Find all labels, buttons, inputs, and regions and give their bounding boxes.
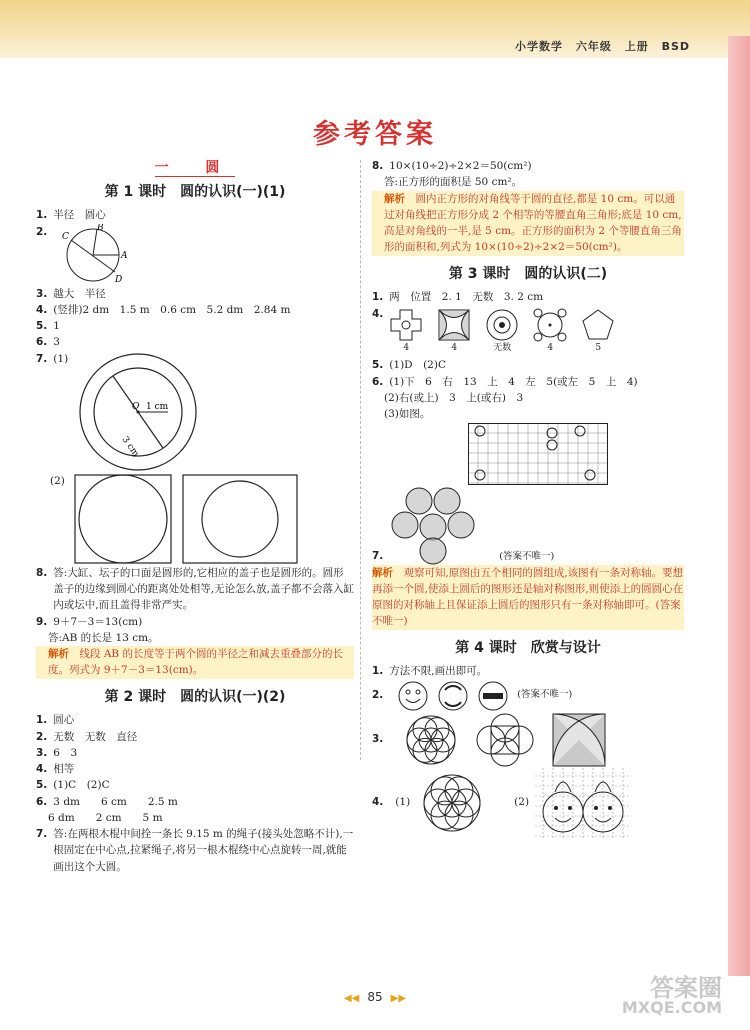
label-d: D xyxy=(115,274,123,285)
lesson2-heading: 第 2 课时 圆的认识(一)(2) xyxy=(104,688,286,705)
l2-q3: 3. 6 3 xyxy=(36,746,78,759)
svg-text:1 cm: 1 cm xyxy=(146,401,169,412)
svg-text:3 cm: 3 cm xyxy=(119,434,141,459)
smiley-circle xyxy=(397,680,429,712)
l2-q7: 7. 答:在两根木棍中间拴一条长 9.15 m 的绳子(接头处忽略不计),一根固定在中心点,拉紧绳子,将另一根木棍绕中心点旋转一周,就能画出这个大圆。 xyxy=(36,828,354,873)
l4-q1: 1. 方法不限,画出即可。 xyxy=(372,665,488,678)
watermark: 答案圈 MXQE.COM xyxy=(621,974,722,1017)
label-b: B xyxy=(97,223,104,233)
ring-figure xyxy=(68,351,208,473)
l4-q3: 3. xyxy=(372,712,684,768)
l1-q9: 9. 9＋7－3＝13(cm) xyxy=(36,615,143,628)
unit-title: 一 圆 xyxy=(154,160,236,176)
fig-cross: 4 xyxy=(389,308,423,356)
square-arcs xyxy=(551,712,607,768)
l2-q6b: 6 dm 2 cm 5 m xyxy=(48,811,163,824)
flower-figure-2 xyxy=(416,771,488,835)
l2-q1: 1. 圆心 xyxy=(36,714,75,727)
header-grade: 六年级 xyxy=(575,40,612,53)
svg-text:O: O xyxy=(132,401,140,412)
l3-q7: 7. (答案不唯一) xyxy=(372,485,684,565)
l1-q1: 1. 半径 圆心 xyxy=(36,209,106,222)
bar-circle xyxy=(477,680,509,712)
l4-q4: 4. (1) (2) xyxy=(372,768,684,838)
fig-circles: 4 xyxy=(533,308,567,356)
prev-q8: 8. 10×(10÷2)÷2×2＝50(cm²) xyxy=(372,160,532,172)
circle-in-square xyxy=(73,473,173,565)
grid-figure xyxy=(468,423,608,485)
l1-q7b: (2) xyxy=(36,473,354,565)
right-column xyxy=(372,158,684,838)
fig-concentric: 无数 xyxy=(485,308,519,356)
flower-of-life xyxy=(403,712,459,768)
header-subject: 小学数学 xyxy=(515,40,564,53)
ring-circle xyxy=(437,680,469,712)
prev-q8-analysis: 解析 圆内正方形的对角线等于圆的直径,都是 10 cm。可以通过对角线把正方形分成 2 个相等的等腰直角三角形;底是 10 cm,高是对角线的一半,是 5 cm。正方形的面积为 2 个等腰直角三角形的面积和,列式为 10×(10÷2)÷2×2＝50(cm²)。 xyxy=(372,191,684,256)
l1-q8: 8. 答:大缸、坛子的口面是圆形的,它相应的盖子也是圆形的。圆形盖子的边缘到圆心的距离处处相等,无论怎么放,盖子都不会落入缸内或坛中,而且盖得非常严实。 xyxy=(36,566,354,612)
l1-q7: 7. (1) O 1 cm 3 cm xyxy=(36,351,354,473)
l1-q5: 5. 1 xyxy=(36,320,60,333)
l3-q5: 5. (1)D (2)C xyxy=(372,359,446,372)
l3-q6b: (2)右(或上) 3 上(或右) 3 xyxy=(384,392,524,405)
five-circles-figure xyxy=(389,485,485,565)
l2-q4: 4. 相等 xyxy=(36,763,75,776)
header-term: 上册 xyxy=(624,40,649,53)
fig-pentagon: 5 xyxy=(581,308,615,356)
lesson4-heading: 第 4 课时 欣赏与设计 xyxy=(455,639,601,656)
lesson3-heading: 第 3 课时 圆的认识(二) xyxy=(448,265,608,282)
fig-square-petals: 4 xyxy=(437,308,471,356)
l2-q2: 2. 无数 无数 直径 xyxy=(36,730,138,743)
l2-q6: 6. 3 dm 6 cm 2.5 m xyxy=(36,795,178,808)
lesson1-heading: 第 1 课时 圆的认识(一)(1) xyxy=(104,183,286,200)
l1-q4: 4. (竖排)2 dm 1.5 m 0.6 cm 5.2 dm 2.84 m xyxy=(36,303,291,316)
side-strip xyxy=(728,36,750,976)
l4-q2: 2. (答案不唯一) xyxy=(372,680,684,712)
page-number: ◀◀ 85 ▶▶ xyxy=(343,990,407,1004)
smiley-grid-figure xyxy=(535,768,631,838)
l3-q6: 6. (1)下 6 右 13 上 4 左 5(或左 5 上 4) xyxy=(372,375,638,388)
l1-q9-answer: 答:AB 的长是 13 cm。 xyxy=(48,631,159,644)
l1-q9-analysis: 解析 线段 AB 的长度等于两个圆的半径之和减去重叠部分的长度。列式为 9＋7－3＝13(cm)。 xyxy=(36,646,354,679)
page-header xyxy=(507,38,690,54)
column-divider xyxy=(360,160,361,760)
label-a: A xyxy=(121,250,128,261)
prev-q8-answer: 答:正方形的面积是 50 cm²。 xyxy=(384,176,523,189)
l1-q2: 2. C B A D xyxy=(36,224,354,286)
l1-q6: 6. 3 xyxy=(36,336,60,349)
four-circles xyxy=(473,712,537,768)
symmetry-figures xyxy=(389,308,615,356)
circle-in-rectangle xyxy=(181,473,299,565)
left-column xyxy=(36,158,354,875)
l3-q4: 4. 4 4 无数 4 5 xyxy=(372,306,684,358)
l2-q5: 5. (1)C (2)C xyxy=(36,779,110,792)
l1-q3: 3. 越大 半径 xyxy=(36,287,106,300)
header-edition: BSD xyxy=(661,40,690,53)
l3-q7-analysis: 解析 观察可知,原图由五个相同的圆组成,该图有一条对称轴。要想再添一个圆,使添上圆后的图形还是轴对称图形,则使添上的圆圆心在原图的对称轴上且保证添上圆后的图形只有一条对称轴即可。(答案不唯一) xyxy=(372,565,684,630)
l3-q1: 1. 两 位置 2. 1 无数 3. 2 cm xyxy=(372,291,544,304)
label-c: C xyxy=(62,231,70,242)
page-title: 参考答案 xyxy=(313,119,437,150)
l3-q6c: (3)如图。 xyxy=(384,408,431,421)
circle-figure xyxy=(53,224,133,286)
